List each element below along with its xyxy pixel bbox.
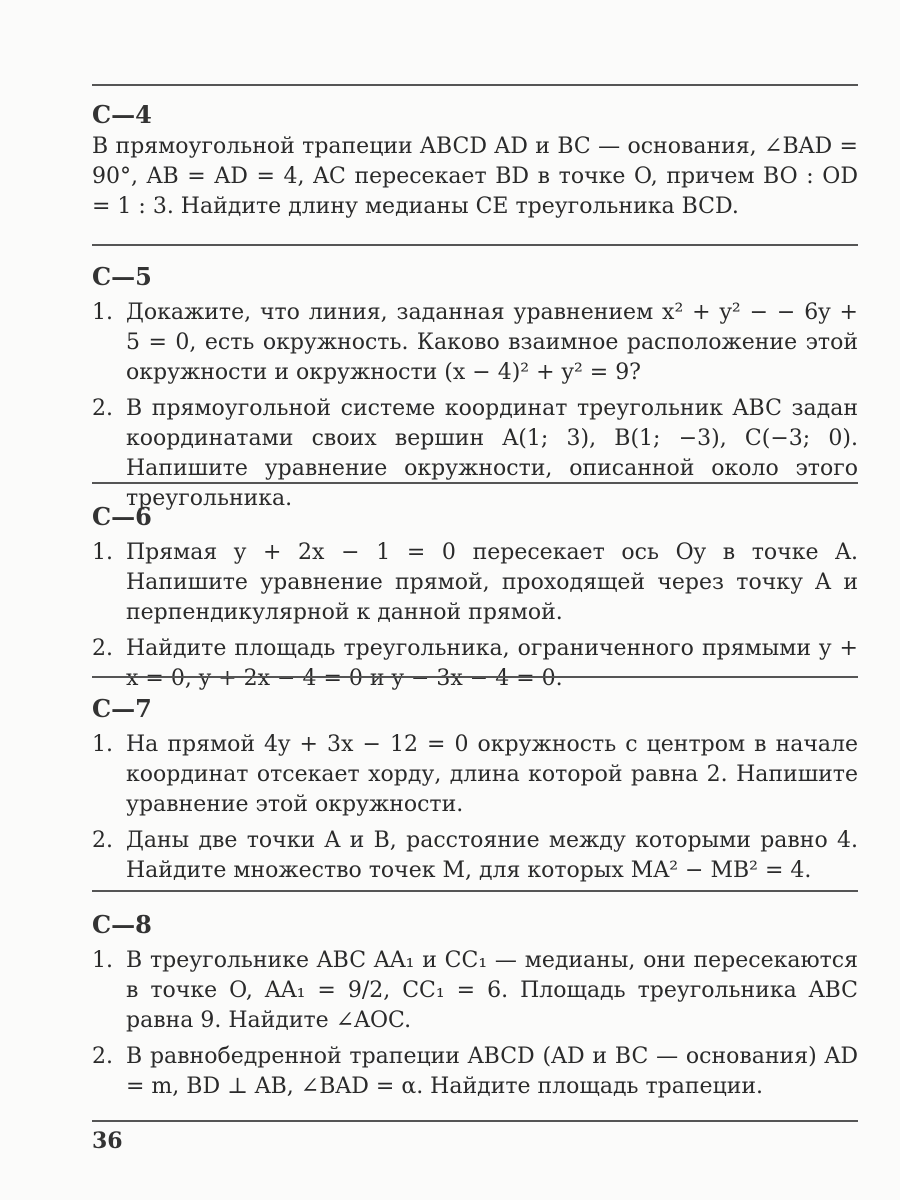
problem-text: Найдите площадь треугольника, ограниченного прямыми y + x = 0, y + 2x − 4 = 0 и y − 3x − 4 = 0. [126,636,858,691]
section-title: С—5 [92,262,152,291]
divider [92,1120,858,1122]
divider [92,482,858,484]
section-c5 [92,262,858,514]
section-title: С—8 [92,910,152,939]
item-number: 1. [92,948,113,973]
section-title: С—7 [92,694,152,723]
section-c6 [92,502,858,694]
problem-text: В треугольнике ABC AA₁ и CC₁ — медианы, они пересекаются в точке O, AA₁ = 9/2, CC₁ = 6. Площадь треугольника ABC равна 9. Найдите ∠AOC. [126,948,858,1033]
problem-text: Даны две точки A и B, расстояние между которыми равно 4. Найдите множество точек M, для которых MA² − MB² = 4. [126,828,858,883]
divider [92,676,858,678]
divider [92,244,858,246]
problem-text: Докажите, что линия, заданная уравнением x² + y² − − 6y + 5 = 0, есть окружность. Каково взаимное расположение этой окружности и окружности (x − 4)² + y² = 9? [126,300,858,385]
problem-text: В прямоугольной трапеции ABCD AD и BC — основания, ∠BAD = 90°, AB = AD = 4, AC пересекает BD в точке O, причем BO : OD = 1 : 3. Найдите длину медианы CE треугольника BCD. [92,134,858,219]
item-number: 1. [92,300,113,325]
section-c8 [92,910,858,1102]
problem-item [92,394,858,514]
problem-item [92,1042,858,1102]
problem-item [92,826,858,886]
item-number: 1. [92,732,113,757]
problem-text: В равнобедренной трапеции ABCD (AD и BC — основания) AD = m, BD ⊥ AB, ∠BAD = α. Найдите площадь трапеции. [126,1044,858,1099]
item-number: 2. [92,1044,113,1069]
section-title: С—4 [92,100,152,129]
page-number: 36 [92,1128,123,1154]
problem-text: В прямоугольной системе координат треугольник ABC задан координатами своих вершин A(1; 3), B(1; −3), C(−3; 0). Напишите уравнение окружности, описанной около этого треугольника. [126,396,858,511]
divider [92,890,858,892]
problem-item [92,946,858,1036]
item-number: 1. [92,540,113,565]
problem-text: На прямой 4y + 3x − 12 = 0 окружность с центром в начале координат отсекает хорду, длина которой равна 2. Напишите уравнение этой окружности. [126,732,858,817]
problem-item [92,538,858,628]
item-number: 2. [92,828,113,853]
problem-item [92,634,858,694]
problem-item [92,730,858,820]
problem-text: Прямая y + 2x − 1 = 0 пересекает ось Oy в точке A. Напишите уравнение прямой, проходящей через точку A и перпендикулярной к данной прямой. [126,540,858,625]
item-number: 2. [92,636,113,661]
section-c4 [92,100,858,222]
item-number: 2. [92,396,113,421]
section-title: С—6 [92,502,152,531]
divider [92,84,858,86]
problem-item [92,298,858,388]
section-c7 [92,694,858,886]
